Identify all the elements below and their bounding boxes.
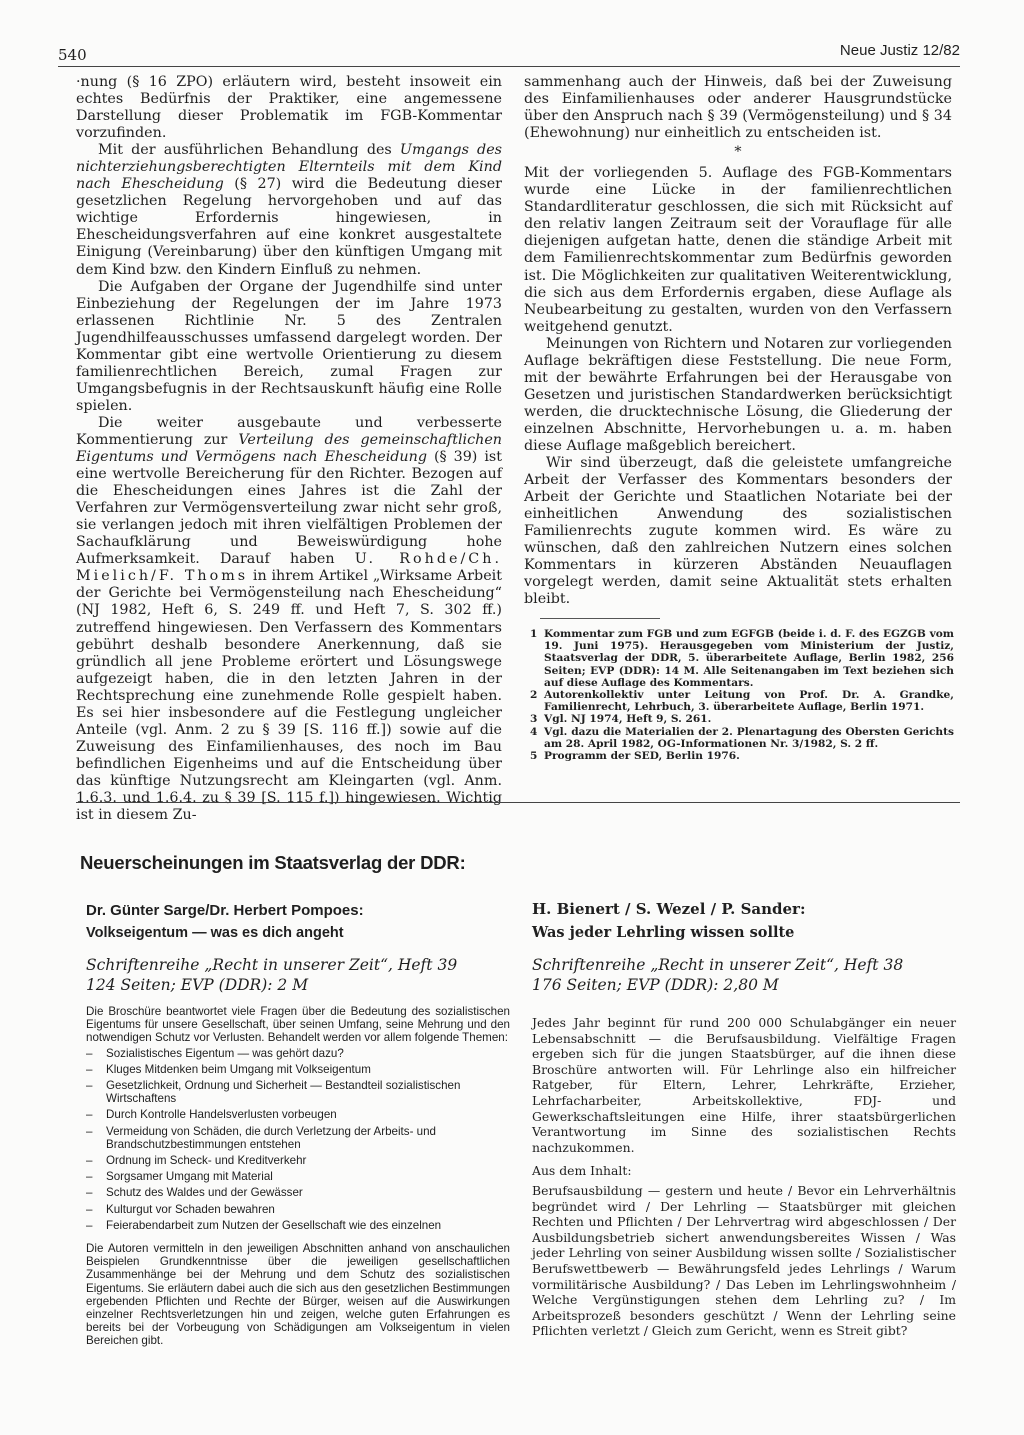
list-item: – Vermeidung von Schäden, die durch Verletzung der Arbeits- und Brandschutzbestimmungen entstehen — [86, 1124, 436, 1151]
list-item: – Sorgsamer Umgang mit Material — [86, 1170, 273, 1184]
list-item: – Gesetzlichkeit, Ordnung und Sicherheit — Bestandteil sozialistischen Wirtschaftens — [86, 1079, 461, 1106]
paragraph: Die Aufgaben der Organe der Jugendhilfe sind unter Einbeziehung der Regelungen der im Jahre 1973 erlassenen Richtlinie Nr. 5 des Zentralen Jugendhilfeausschusses umfassend dargelegt worden. Der Kommentar gibt eine wertvolle Orientierung zu diesem familienrechtlichen Bereich, zumal Fragen zur Umgangsbefugnis in der Rechtsauskunft häufig eine Rolle spielen. — [76, 278, 502, 414]
paragraph: ·nung (§ 16 ZPO) erläutern wird, besteht insoweit ein echtes Bedürfnis der Praktiker, eine angemessene Darstellung dieser Problematik im FGB-Kommentar vorzufinden. — [76, 74, 502, 142]
journal-issue: Neue Justiz 12/82 — [839, 42, 960, 59]
book-description: Jedes Jahr beginnt für rund 200 000 Schulabgänger ein neuer Lebensabschnitt — die Berufsausbildung. Vielfältige Fragen ergeben sich für die jungen Staatsbürger, auf die ihnen diese Broschüre antworten will. Für Lehrlinge also ein hilfreicher Ratgeber, für Eltern, Lehrer, Lehrkräfte, Erzieher, Lehrfacharbeiter, Arbeitskollektive, FDJ- und Gewerkschaftsleitungen eine Hilfe, ihrer staatsbürgerlichen Verantwortung im Sinne des sozialistischen Rechts nachzukommen. — [532, 1015, 956, 1155]
book-authors: H. Bienert / S. Wezel / P. Sander: — [532, 900, 806, 918]
paragraph: sammenhang auch der Hinweis, daß bei der Zuweisung des Einfamilienhauses oder anderer Hausgrundstücke über den Anspruch nach § 39 (Vermögensteilung) und § 34 (Ehewohnung) nur einheitlich zu entscheiden ist. — [524, 74, 952, 142]
footnotes — [530, 628, 954, 762]
list-item: – Kluges Mitdenken beim Umgang mit Volkseigentum — [86, 1062, 371, 1076]
paragraph: Mit der ausführlichen Behandlung des Umgangs des nichterziehungsberechtigten Elternteils mit dem Kind nach Ehescheidung (§ 27) wird die Bedeutung dieser gesetzlichen Regelung hervorgehoben und auf das wichtige Erfordernis hingewiesen, in Ehescheidungsverfahren auf eine konkret ausgestaltete Einigung (Vereinbarung) über den künftigen Umgang mit dem Kind bzw. den Kindern Einfluß zu nehmen. — [76, 142, 502, 278]
right-column — [524, 74, 952, 608]
book-authors: Dr. Günter Sarge/Dr. Herbert Pompoes: — [86, 902, 364, 919]
book-series: Schriftenreihe „Recht in unserer Zeit“, Heft 39 124 Seiten; EVP (DDR): 2 M — [86, 956, 458, 994]
paragraph: Wir sind überzeugt, daß die geleistete umfangreiche Arbeit der Verfasser des Kommentars besonders der Arbeit der Gerichte und Staatlichen Notariate bei der einheitlichen Anwendung des sozialistischen Familienrechts zugute kommen wird. Es wäre zu wünschen, daß den zahlreichen Nutzern eines solchen Kommentars in kürzeren Abständen Neuauflagen vorgelegt werden, damit seine Aktualität stets erhalten bleibt. — [524, 455, 952, 608]
list-item: – Sozialistisches Eigentum — was gehört dazu? — [86, 1046, 344, 1060]
book-description: Die Broschüre beantwortet viele Fragen über die Bedeutung des sozialistischen Eigentums für unsere Gesellschaft, über seinen Umfang, seine Mehrung und den notwendigen Schutz vor Verlusten. Behandelt werden vor allem folgende Themen: — [86, 1005, 510, 1045]
paragraph: Die weiter ausgebaute und verbesserte Kommentierung zur Verteilung des gemeinschaftlichen Eigentums und Vermögens nach Ehescheidung (§ 39) ist eine wertvolle Bereicherung für den Richter. Bezogen auf die Ehescheidungen eines Jahres ist die Zahl der Verfahren zur Vermögensverteilung zwar nicht sehr groß, sie verlangen jedoch mit ihren vielfältigen Problemen der Sachaufklärung und Beweiswürdigung hohe Aufmerksamkeit. Darauf haben U. Rohde/Ch. Mielich/F. Thoms in ihrem Artikel „Wirksame Arbeit der Gerichte bei Vermögensteilung nach Ehescheidung“ (NJ 1982, Heft 6, S. 249 ff. und Heft 7, S. 302 ff.) zutreffend hingewiesen. Den Verfassern des Kommentars gebührt deshalb besondere Anerkennung, daß sie gründlich all jene Probleme erörtert und Lösungswege aufgezeigt haben, die in den letzten Jahren in der Rechtsprechung eine zunehmende Rolle gespielt haben. Es sei hier insbesondere auf die Festlegung ungleicher Anteile (vgl. Anm. 2 zu § 39 [S. 116 ff.]) sowie auf die Zuweisung des Einfamilienhauses, des noch im Bau befindlichen Eigenheims und auf die Entscheidung über das künftige Nutzungsrecht am Kleingarten (vgl. Anm. 1.6.3. und 1.6.4. zu § 39 [S. 115 f.]) hingewiesen. Wichtig ist in diesem Zu- — [76, 414, 502, 824]
footnote: 3 Vgl. NJ 1974, Heft 9, S. 261. — [530, 713, 712, 726]
footnote-rule — [540, 618, 660, 619]
book-title: Was jeder Lehrling wissen sollte — [532, 924, 795, 941]
list-item: – Feierabendarbeit zum Nutzen der Gesellschaft wie des einzelnen — [86, 1218, 442, 1232]
list-item: – Schutz des Waldes und der Gewässer — [86, 1186, 303, 1200]
footnote: 1 Kommentar zum FGB und zum EGFGB (beide i. d. F. des EGZGB vom 19. Juni 1975). Herausgegeben vom Ministerium der Justiz, Staatsverlag der DDR, 5. überarbeitete Auflage, Berlin 1982, 256 Seiten; EVP (DDR): 14 M. Alle Seitenangaben im Text beziehen sich auf diese Auflage des Kommentars. — [530, 628, 954, 689]
paragraph: Meinungen von Richtern und Notaren zur vorliegenden Auflage bekräftigen diese Feststellung. Die neue Form, mit der bewährte Erfahrungen bei der Herausgabe von Gesetzen und juristischen Standardwerken berücksichtigt werden, die drucktechnische Lösung, die Gliederung der einzelnen Abschnitte, Hervorhebungen u. a. m. haben diese Auflage maßgeblich bereichert. — [524, 335, 952, 454]
contents-list: Berufsausbildung — gestern und heute / Bevor ein Lehrverhältnis begründet wird / Der Lehrling — Staatsbürger mit gleichen Rechten und Pflichten / Der Lehrvertrag wird abgeschlossen / Der Ausbildungsbetrieb sichert anwendungsbereites Wissen / Was jeder Lehrling von seiner Ausbildung wissen sollte / Sozialistischer Berufswettbewerb — Bewährungsfeld jedes Lehrlings / Warum vormilitärische Ausbildung? / Das Leben im Lehrlingswohnheim / Welche Vergünstigungen stehen dem Lehrling zu? / Im Arbeitsprozeß besonders geschützt / Wenn der Lehrling seine Pflichten verletzt / Gleich zum Gericht, wenn es Streit gibt? — [532, 1182, 956, 1339]
list-item: – Kulturgut vor Schaden bewahren — [86, 1202, 275, 1216]
section-separator: * — [734, 144, 742, 161]
page-number: 540 — [58, 46, 87, 64]
header-rule — [58, 66, 960, 67]
book-title: Volkseigentum — was es dich angeht — [86, 925, 344, 941]
footnote: 4 Vgl. dazu die Materialien der 2. Plenartagung des Obersten Gerichts am 28. April 1982, OG-Informationen Nr. 3/1982, S. 2 ff. — [530, 725, 954, 750]
book-series: Schriftenreihe „Recht in unserer Zeit“, Heft 38 176 Seiten; EVP (DDR): 2,80 M — [532, 956, 904, 994]
topic-list — [86, 1047, 510, 1232]
section-heading: Neuerscheinungen im Staatsverlag der DDR: — [80, 852, 466, 873]
list-item: – Durch Kontrolle Handelsverlusten vorbeugen — [86, 1108, 337, 1122]
book-description: Die Autoren vermitteln in den jeweiligen Abschnitten anhand von anschaulichen Beispielen Grundkenntnisse über die jeweiligen gesellschaftlichen Zusammenhänge bei der Mehrung und dem Schutz des sozialistischen Eigentums. Sie erläutern dabei auch die sich aus den gesetzlichen Bestimmungen ergebenden Pflichten und Rechte der Bürger, weisen auf die Auswirkungen einzelner Rechtsverletzungen hin und zeigen, welche guten Erfahrungen es bereits bei der Vorbeugung von Schädigungen am Volkseigentum in vielen Bereichen gibt. — [86, 1242, 510, 1348]
paragraph: Mit der vorliegenden 5. Auflage des FGB-Kommentars wurde eine Lücke in der familienrechtlichen Standardliteratur geschlossen, die sich mit Rücksicht auf den relativ langen Zeitraum seit der Vorauflage für alle diejenigen aufgetan hatte, denen die ständige Arbeit mit dem Familienrechtskommentar zum Bedürfnis geworden ist. Die Möglichkeiten zur qualitativen Weiterentwicklung, die sich aus dem Erfordernis ergaben, diese Auflage als Neubearbeitung zu gestalten, wurden von den Verfassern weitgehend genutzt. — [524, 165, 952, 335]
footnote: 2 Autorenkollektiv unter Leitung von Prof. Dr. A. Grandke, Familienrecht, Lehrbuch, 3. überarbeitete Auflage, Berlin 1971. — [530, 689, 954, 714]
contents-label: Aus dem Inhalt: — [532, 1163, 632, 1179]
book-announcement — [532, 900, 956, 1339]
list-item: – Ordnung im Scheck- und Kreditverkehr — [86, 1154, 307, 1168]
left-column — [76, 74, 502, 824]
section-rule — [76, 802, 960, 803]
footnote: 5 Programm der SED, Berlin 1976. — [530, 750, 740, 763]
book-announcement — [86, 902, 510, 1348]
cited-authors: U. Rohde/Ch. Mielich/F. Thoms — [76, 551, 502, 585]
